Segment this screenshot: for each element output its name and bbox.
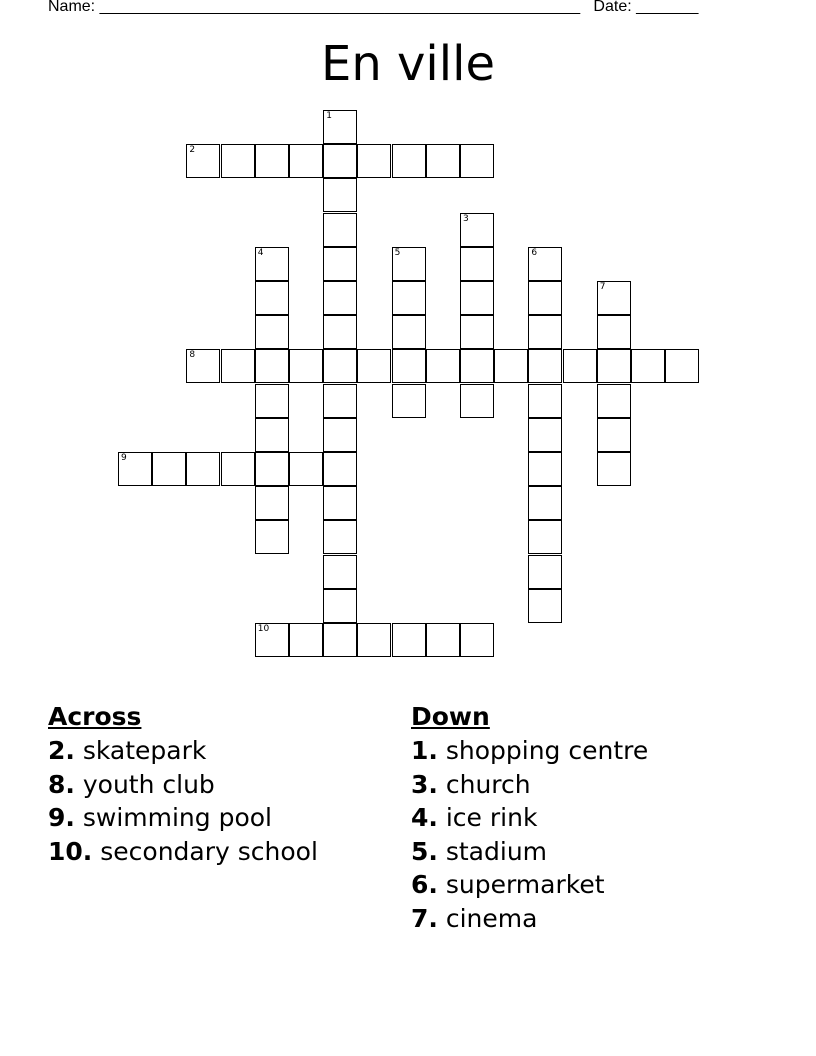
- grid-cell[interactable]: [426, 144, 460, 178]
- grid-cell[interactable]: [255, 623, 289, 657]
- grid-cell[interactable]: [528, 247, 562, 281]
- grid-cell[interactable]: [255, 281, 289, 315]
- grid-cell[interactable]: [289, 452, 323, 486]
- clue-number: 4.: [411, 803, 438, 832]
- grid-cell[interactable]: [255, 520, 289, 554]
- across-clue: [48, 835, 318, 869]
- grid-cell[interactable]: [323, 623, 357, 657]
- grid-cell[interactable]: [528, 589, 562, 623]
- grid-cell[interactable]: [323, 486, 357, 520]
- clue-number: 7: [599, 282, 606, 292]
- name-date-line: Name: ______________________________________________________ Date: _______: [48, 0, 699, 15]
- clue-number: 8: [189, 350, 196, 361]
- grid-cell[interactable]: [392, 144, 426, 178]
- down-heading: Down: [411, 702, 490, 731]
- grid-cell[interactable]: [597, 349, 631, 383]
- grid-cell[interactable]: [323, 213, 357, 247]
- grid-cell[interactable]: [528, 384, 562, 418]
- grid-cell[interactable]: [597, 281, 631, 315]
- clue-text: church: [437, 769, 531, 799]
- grid-cell[interactable]: [460, 247, 494, 281]
- grid-cell[interactable]: [323, 555, 357, 589]
- grid-cell[interactable]: [323, 349, 357, 383]
- grid-cell[interactable]: [528, 452, 562, 486]
- clue-number: 6.: [411, 870, 438, 899]
- clue-text: youth club: [74, 769, 215, 799]
- grid-cell[interactable]: [460, 315, 494, 349]
- grid-cell[interactable]: [563, 349, 597, 383]
- clue-number: 6: [531, 247, 538, 258]
- grid-cell[interactable]: [597, 315, 631, 349]
- clue-text: shopping centre: [437, 736, 649, 765]
- clue-number: 4: [257, 247, 264, 258]
- clue-number: 9: [121, 453, 127, 463]
- grid-cell[interactable]: [221, 349, 255, 383]
- across-clue: [48, 801, 318, 835]
- grid-cell[interactable]: [528, 418, 562, 452]
- grid-cell[interactable]: [494, 349, 528, 383]
- grid-cell[interactable]: [460, 144, 494, 178]
- grid-cell[interactable]: [426, 349, 460, 383]
- clue-text: skatepark: [74, 736, 207, 765]
- grid-cell[interactable]: [460, 213, 494, 247]
- grid-cell[interactable]: [392, 349, 426, 383]
- grid-cell[interactable]: [597, 452, 631, 486]
- down-clue: [411, 902, 648, 936]
- grid-cell[interactable]: [323, 144, 357, 178]
- down-clue: [411, 868, 648, 902]
- down-clue: [411, 768, 648, 802]
- clue-number: 3.: [411, 769, 438, 799]
- grid-cell[interactable]: [255, 486, 289, 520]
- grid-cell[interactable]: [460, 384, 494, 418]
- grid-cell[interactable]: [392, 247, 426, 281]
- grid-cell[interactable]: [186, 452, 220, 486]
- clue-number: 5: [394, 247, 401, 258]
- page-title: En ville: [321, 36, 495, 92]
- grid-cell[interactable]: [255, 144, 289, 178]
- clue-text: cinema: [437, 903, 538, 933]
- clue-number: 1.: [411, 736, 438, 765]
- grid-cell[interactable]: [255, 452, 289, 486]
- across-heading: Across: [48, 702, 142, 731]
- grid-cell[interactable]: [631, 349, 665, 383]
- grid-cell[interactable]: [597, 384, 631, 418]
- clue-number: 5.: [411, 836, 438, 866]
- grid-cell[interactable]: [221, 452, 255, 486]
- clue-number: 10.: [48, 836, 93, 866]
- grid-cell[interactable]: [460, 281, 494, 315]
- grid-cell[interactable]: [255, 349, 289, 383]
- grid-cell[interactable]: [323, 589, 357, 623]
- grid-cell[interactable]: [323, 315, 357, 349]
- grid-cell[interactable]: [255, 384, 289, 418]
- clue-number: 2: [189, 145, 196, 156]
- grid-cell[interactable]: [186, 349, 220, 383]
- clue-number: 10: [257, 624, 270, 634]
- grid-cell[interactable]: [357, 144, 391, 178]
- down-clue: [411, 801, 648, 835]
- clue-text: secondary school: [92, 836, 318, 866]
- clue-text: supermarket: [437, 870, 605, 899]
- clue-text: ice rink: [437, 803, 538, 832]
- clue-number: 8.: [48, 769, 75, 799]
- clue-number: 9.: [48, 803, 75, 832]
- grid-cell[interactable]: [392, 623, 426, 657]
- down-clue: [411, 835, 648, 869]
- clue-number: 1: [326, 111, 332, 121]
- grid-cell[interactable]: [323, 384, 357, 418]
- grid-cell[interactable]: [323, 452, 357, 486]
- clue-number: 2.: [48, 736, 75, 765]
- grid-cell[interactable]: [426, 623, 460, 657]
- grid-cell[interactable]: [528, 315, 562, 349]
- across-clue: [48, 768, 318, 802]
- grid-cell[interactable]: [392, 315, 426, 349]
- clue-text: stadium: [437, 836, 548, 866]
- grid-cell[interactable]: [289, 144, 323, 178]
- grid-cell[interactable]: [152, 452, 186, 486]
- clue-number: 7.: [411, 903, 438, 933]
- grid-cell[interactable]: [323, 178, 357, 212]
- grid-cell[interactable]: [323, 247, 357, 281]
- clue-number: 3: [463, 213, 469, 224]
- grid-cell[interactable]: [357, 623, 391, 657]
- grid-cell[interactable]: [221, 144, 255, 178]
- grid-cell[interactable]: [255, 315, 289, 349]
- grid-cell[interactable]: [289, 349, 323, 383]
- grid-cell[interactable]: [323, 418, 357, 452]
- grid-cell[interactable]: [392, 281, 426, 315]
- grid-cell[interactable]: [118, 452, 152, 486]
- grid-cell[interactable]: [528, 281, 562, 315]
- grid-cell[interactable]: [392, 384, 426, 418]
- clue-text: swimming pool: [74, 803, 272, 832]
- down-clues: [411, 700, 648, 935]
- grid-cell[interactable]: [528, 555, 562, 589]
- grid-cell[interactable]: [289, 623, 323, 657]
- grid-cell[interactable]: [460, 349, 494, 383]
- grid-cell[interactable]: [597, 418, 631, 452]
- across-clue: [48, 734, 318, 768]
- down-clue: [411, 734, 648, 768]
- grid-cell[interactable]: [528, 486, 562, 520]
- grid-cell[interactable]: [460, 623, 494, 657]
- grid-cell[interactable]: [665, 349, 699, 383]
- grid-cell[interactable]: [186, 144, 220, 178]
- grid-cell[interactable]: [255, 418, 289, 452]
- grid-cell[interactable]: [528, 349, 562, 383]
- grid-cell[interactable]: [528, 520, 562, 554]
- across-clues: [48, 700, 318, 868]
- grid-cell[interactable]: [323, 110, 357, 144]
- grid-cell[interactable]: [357, 349, 391, 383]
- grid-cell[interactable]: [323, 520, 357, 554]
- grid-cell[interactable]: [323, 281, 357, 315]
- grid-cell[interactable]: [255, 247, 289, 281]
